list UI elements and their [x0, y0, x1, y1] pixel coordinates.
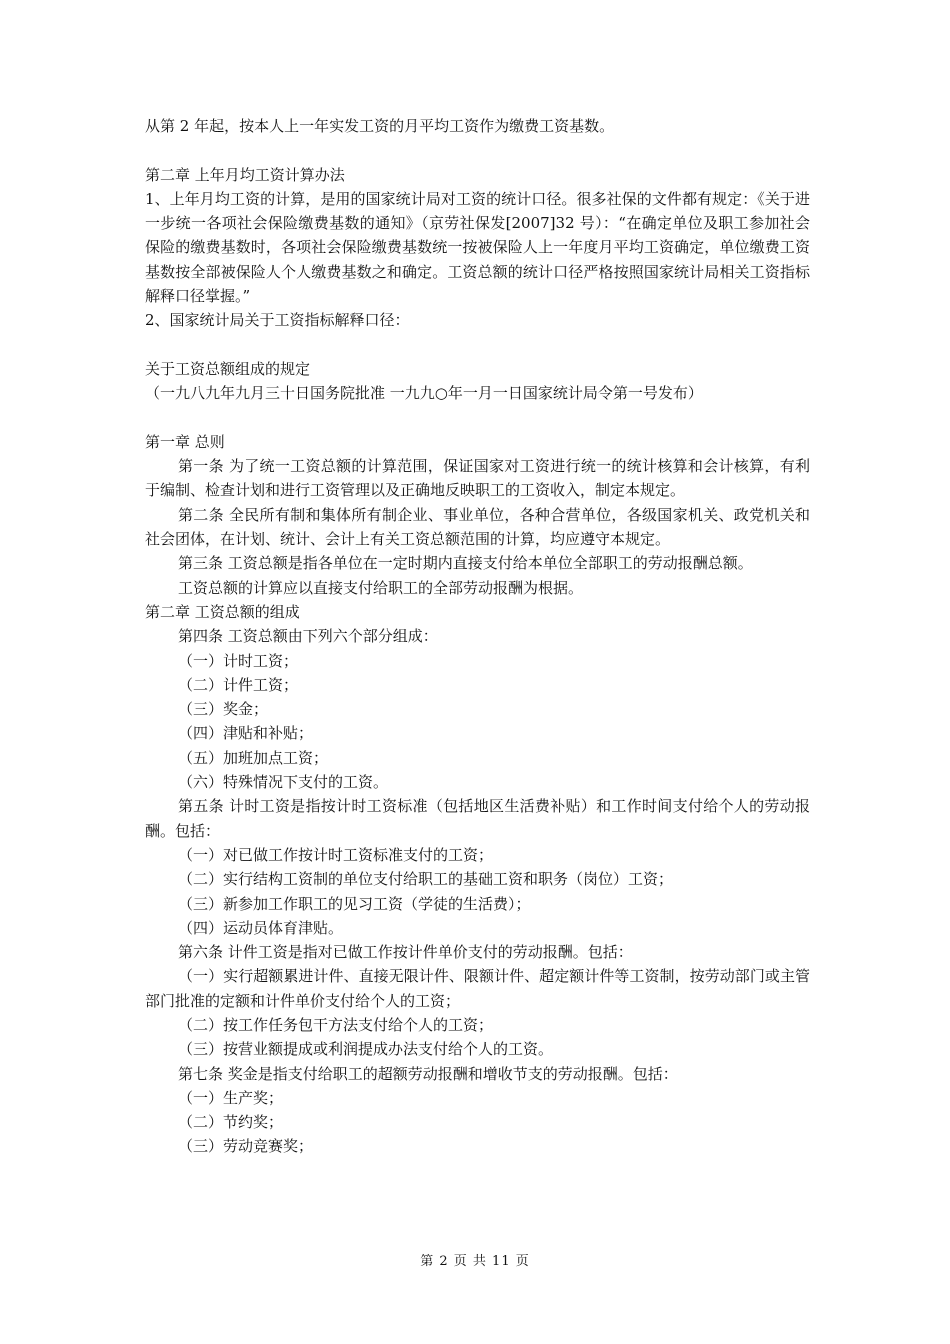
list-item: （三）奖金； — [178, 700, 269, 719]
paragraph: 1、上年月均工资的计算，是用的国家统计局对工资的统计口径。很多社保的文件都有规定：《关于进一步统一各项社会保险缴费基数的通知》（京劳社保发[2007]32 号）：“在确定单位及职工参加社会保险的缴费基数时，各项社会保险缴费基数统一按被保险人上一年度月平均工资确定，单位缴费工资基数按全部被保险人个人缴费基数之和确定。工资总额的统计口径严格按照国家统计局相关工资指标解释口径掌握。” — [145, 189, 810, 306]
article: 第六条 计件工资是指对已做工作按计件单价支付的劳动报酬。包括： — [178, 943, 633, 962]
chapter-heading: 第一章 总则 — [145, 432, 225, 451]
article: 第一条 为了统一工资总额的计算范围，保证国家对工资进行统一的统计核算和会计核算，有利于编制、检查计划和进行工资管理以及正确地反映职工的工资收入，制定本规定。 — [145, 457, 810, 500]
article: 第四条 工资总额由下列六个部分组成： — [178, 627, 438, 646]
article: 第七条 奖金是指支付给职工的超额劳动报酬和增收节支的劳动报酬。包括： — [178, 1064, 678, 1083]
list-item: （一）对已做工作按计时工资标准支付的工资； — [178, 845, 494, 864]
list-item: （二）实行结构工资制的单位支付给职工的基础工资和职务（岗位）工资； — [178, 870, 674, 889]
list-item: （六）特殊情况下支付的工资。 — [178, 773, 389, 792]
list-item: （二）计件工资； — [178, 675, 299, 694]
list-item: （二）节约奖； — [178, 1113, 284, 1132]
list-item: （一）实行超额累进计件、直接无限计件、限额计件、超定额计件等工资制，按劳动部门或主管部门批准的定额和计件单价支付给个人的工资； — [145, 967, 810, 1010]
list-item: （一）生产奖； — [178, 1088, 284, 1107]
article: 第五条 计时工资是指按计时工资标准（包括地区生活费补贴）和工作时间支付给个人的劳动报酬。包括： — [145, 797, 810, 840]
chapter-heading: 第二章 上年月均工资计算办法 — [145, 165, 345, 184]
list-item: （四）运动员体育津贴。 — [178, 918, 344, 937]
document-body — [145, 114, 810, 1159]
list-item: （三）新参加工作职工的见习工资（学徒的生活费）； — [178, 894, 531, 913]
page-number-footer: 第 2 页 共 11 页 — [420, 1254, 530, 1269]
paragraph: 工资总额的计算应以直接支付给职工的全部劳动报酬为根据。 — [178, 578, 584, 597]
regulation-issuance: （一九八九年九月三十日国务院批准 一九九○年一月一日国家统计局令第一号发布） — [145, 384, 703, 403]
list-item: （五）加班加点工资； — [178, 748, 329, 767]
list-item: （三）按营业额提成或利润提成办法支付给个人的工资。 — [178, 1040, 554, 1059]
article: 第三条 工资总额是指各单位在一定时期内直接支付给本单位全部职工的劳动报酬总额。 — [178, 554, 753, 573]
list-item: （四）津贴和补贴； — [178, 724, 314, 743]
list-item: （一）计时工资； — [178, 651, 299, 670]
chapter-heading: 第二章 工资总额的组成 — [145, 602, 300, 621]
paragraph-base-rule: 从第 2 年起，按本人上一年实发工资的月平均工资作为缴费工资基数。 — [145, 117, 615, 135]
list-item: （三）劳动竞赛奖； — [178, 1137, 314, 1156]
regulation-title: 关于工资总额组成的规定 — [145, 359, 311, 378]
paragraph: 2、国家统计局关于工资指标解释口径： — [145, 311, 410, 330]
list-item: （二）按工作任务包干方法支付给个人的工资； — [178, 1015, 494, 1034]
article: 第二条 全民所有制和集体所有制企业、事业单位，各种合营单位，各级国家机关、政党机关和社会团体，在计划、统计、会计上有关工资总额范围的计算，均应遵守本规定。 — [145, 505, 810, 549]
